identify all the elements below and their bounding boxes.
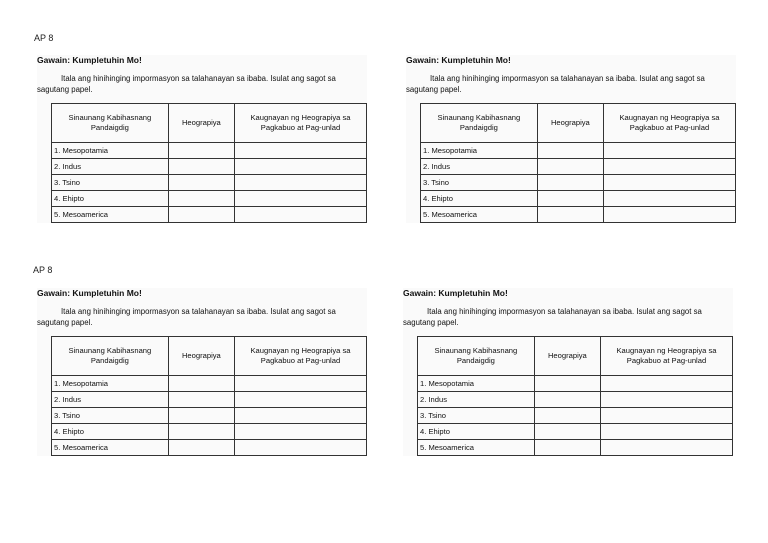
row-label: 4. Ehipto — [52, 191, 169, 207]
header-kaugnayan: Kaugnayan ng Heograpiya sa Pagkabuo at Pag-unlad — [234, 104, 366, 143]
table-row — [52, 191, 367, 207]
worksheet-instruction: Itala ang hinihinging impormasyon sa talahanayan sa ibaba. Isulat ang sagot sa sagutang papel. — [37, 307, 336, 327]
answer-cell[interactable] — [234, 143, 366, 159]
table-header-row — [52, 104, 367, 143]
row-label: 1. Mesopotamia — [52, 143, 169, 159]
answer-cell[interactable] — [168, 408, 234, 424]
worksheet-title: Gawain: Kumpletuhin Mo! — [37, 55, 142, 65]
row-label: 4. Ehipto — [418, 424, 535, 440]
answer-cell[interactable] — [168, 424, 234, 440]
table-row — [421, 175, 736, 191]
row-label: 5. Mesoamerica — [52, 207, 169, 223]
table-row — [418, 408, 733, 424]
answer-cell[interactable] — [600, 408, 732, 424]
worksheet-instruction: Itala ang hinihinging impormasyon sa talahanayan sa ibaba. Isulat ang sagot sa sagutang papel. — [403, 307, 702, 327]
worksheet-instruction: Itala ang hinihinging impormasyon sa talahanayan sa ibaba. Isulat ang sagot sa sagutang papel. — [406, 74, 705, 94]
worksheet-instruction: Itala ang hinihinging impormasyon sa talahanayan sa ibaba. Isulat ang sagot sa sagutang papel. — [37, 74, 336, 94]
ap-label-top: AP 8 — [34, 33, 54, 43]
row-label: 5. Mesoamerica — [52, 440, 169, 456]
row-label: 3. Tsino — [52, 175, 169, 191]
row-label: 2. Indus — [52, 159, 169, 175]
table-row — [421, 191, 736, 207]
worksheet-table — [420, 103, 736, 223]
answer-cell[interactable] — [534, 424, 600, 440]
header-heograpiya: Heograpiya — [168, 337, 234, 376]
answer-cell[interactable] — [168, 143, 234, 159]
table-row — [418, 392, 733, 408]
row-label: 3. Tsino — [421, 175, 538, 191]
answer-cell[interactable] — [168, 175, 234, 191]
worksheet-bottom-right — [403, 288, 733, 456]
answer-cell[interactable] — [537, 143, 603, 159]
answer-cell[interactable] — [537, 207, 603, 223]
table-row — [418, 424, 733, 440]
answer-cell[interactable] — [234, 392, 366, 408]
table-row — [52, 175, 367, 191]
answer-cell[interactable] — [168, 392, 234, 408]
table-row — [421, 143, 736, 159]
table-row — [52, 207, 367, 223]
table-header-row — [421, 104, 736, 143]
row-label: 4. Ehipto — [421, 191, 538, 207]
answer-cell[interactable] — [603, 191, 735, 207]
worksheet-title: Gawain: Kumpletuhin Mo! — [37, 288, 142, 298]
answer-cell[interactable] — [534, 376, 600, 392]
header-heograpiya: Heograpiya — [534, 337, 600, 376]
header-kabihasnan: Sinaunang Kabihasnang Pandaigdig — [52, 337, 169, 376]
answer-cell[interactable] — [168, 191, 234, 207]
row-label: 3. Tsino — [418, 408, 535, 424]
answer-cell[interactable] — [603, 159, 735, 175]
table-row — [418, 376, 733, 392]
header-heograpiya: Heograpiya — [168, 104, 234, 143]
row-label: 5. Mesoamerica — [418, 440, 535, 456]
answer-cell[interactable] — [600, 440, 732, 456]
answer-cell[interactable] — [537, 191, 603, 207]
answer-cell[interactable] — [234, 175, 366, 191]
table-row — [52, 159, 367, 175]
header-heograpiya: Heograpiya — [537, 104, 603, 143]
answer-cell[interactable] — [234, 159, 366, 175]
row-label: 4. Ehipto — [52, 424, 169, 440]
answer-cell[interactable] — [234, 440, 366, 456]
answer-cell[interactable] — [168, 207, 234, 223]
table-row — [52, 408, 367, 424]
table-row — [52, 424, 367, 440]
row-label: 5. Mesoamerica — [421, 207, 538, 223]
answer-cell[interactable] — [600, 424, 732, 440]
answer-cell[interactable] — [234, 207, 366, 223]
answer-cell[interactable] — [603, 207, 735, 223]
table-row — [421, 159, 736, 175]
ap-label-bottom: AP 8 — [33, 265, 53, 275]
table-row — [421, 207, 736, 223]
worksheet-top-right — [406, 55, 736, 223]
answer-cell[interactable] — [234, 376, 366, 392]
answer-cell[interactable] — [603, 175, 735, 191]
row-label: 1. Mesopotamia — [418, 376, 535, 392]
row-label: 2. Indus — [52, 392, 169, 408]
header-kaugnayan: Kaugnayan ng Heograpiya sa Pagkabuo at Pag-unlad — [603, 104, 735, 143]
table-header-row — [418, 337, 733, 376]
row-label: 1. Mesopotamia — [52, 376, 169, 392]
answer-cell[interactable] — [234, 191, 366, 207]
row-label: 1. Mesopotamia — [421, 143, 538, 159]
answer-cell[interactable] — [168, 159, 234, 175]
row-label: 3. Tsino — [52, 408, 169, 424]
answer-cell[interactable] — [537, 159, 603, 175]
worksheet-bottom-left — [37, 288, 367, 456]
table-row — [52, 440, 367, 456]
table-header-row — [52, 337, 367, 376]
answer-cell[interactable] — [600, 392, 732, 408]
answer-cell[interactable] — [234, 408, 366, 424]
worksheet-top-left — [37, 55, 367, 223]
answer-cell[interactable] — [534, 408, 600, 424]
table-row — [418, 440, 733, 456]
header-kaugnayan: Kaugnayan ng Heograpiya sa Pagkabuo at Pag-unlad — [600, 337, 732, 376]
worksheet-title: Gawain: Kumpletuhin Mo! — [406, 55, 511, 65]
row-label: 2. Indus — [418, 392, 535, 408]
answer-cell[interactable] — [168, 376, 234, 392]
header-kabihasnan: Sinaunang Kabihasnang Pandaigdig — [418, 337, 535, 376]
table-row — [52, 392, 367, 408]
header-kabihasnan: Sinaunang Kabihasnang Pandaigdig — [421, 104, 538, 143]
answer-cell[interactable] — [534, 440, 600, 456]
answer-cell[interactable] — [534, 392, 600, 408]
answer-cell[interactable] — [600, 376, 732, 392]
answer-cell[interactable] — [168, 440, 234, 456]
worksheet-table — [417, 336, 733, 456]
header-kabihasnan: Sinaunang Kabihasnang Pandaigdig — [52, 104, 169, 143]
answer-cell[interactable] — [234, 424, 366, 440]
worksheet-table — [51, 103, 367, 223]
table-row — [52, 143, 367, 159]
answer-cell[interactable] — [537, 175, 603, 191]
worksheet-table — [51, 336, 367, 456]
table-row — [52, 376, 367, 392]
header-kaugnayan: Kaugnayan ng Heograpiya sa Pagkabuo at Pag-unlad — [234, 337, 366, 376]
row-label: 2. Indus — [421, 159, 538, 175]
answer-cell[interactable] — [603, 143, 735, 159]
worksheet-title: Gawain: Kumpletuhin Mo! — [403, 288, 508, 298]
